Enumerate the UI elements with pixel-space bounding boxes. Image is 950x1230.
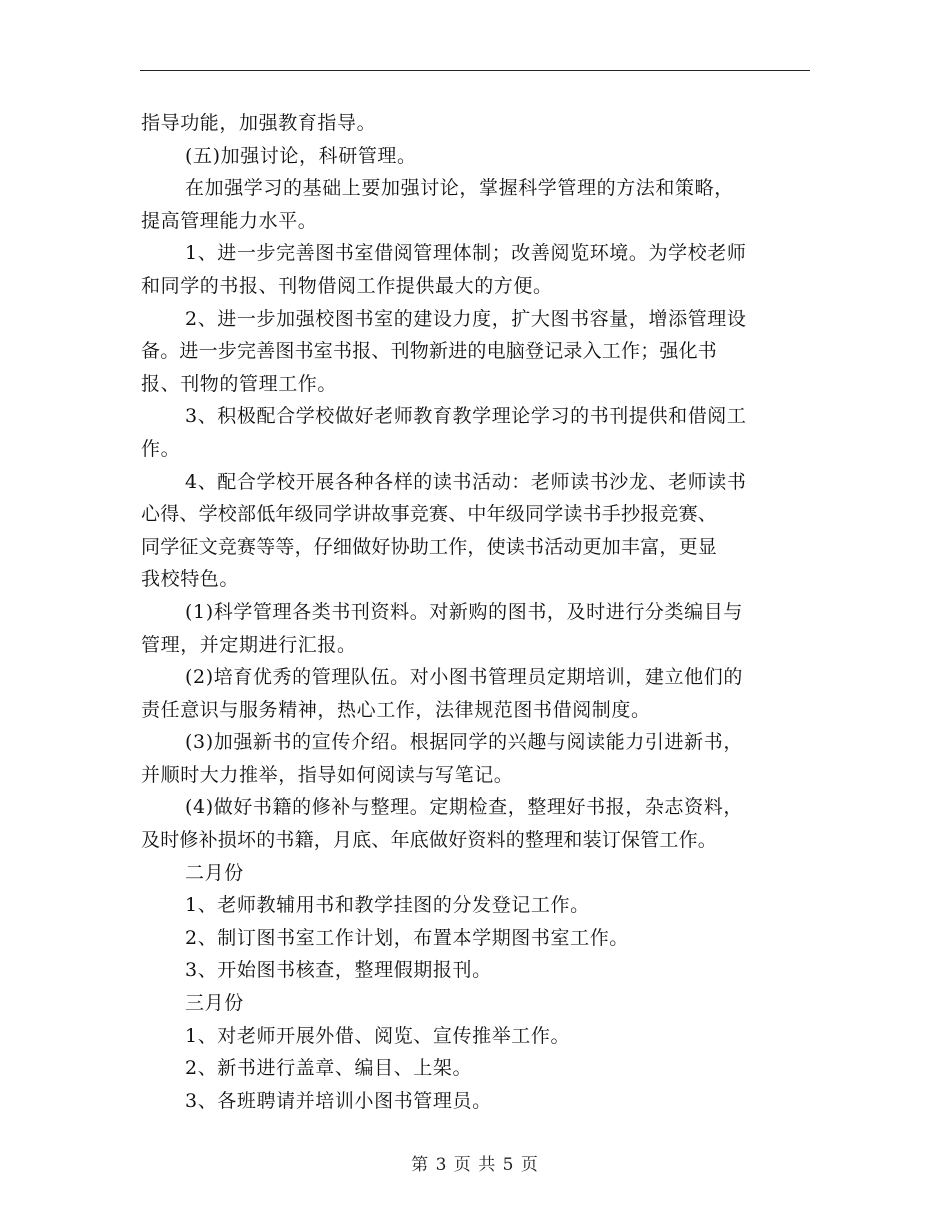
list-item: 3、各班聘请并培训小图书管理员。 <box>185 1089 492 1112</box>
paragraph-line: 备。进一步完善图书室书报、刊物新进的电脑登记录入工作；强化书 <box>141 340 718 363</box>
list-item: (3)加强新书的宣传介绍。根据同学的兴趣与阅读能力引进新书， <box>185 731 743 754</box>
document-body <box>141 107 813 1117</box>
paragraph-line: 及时修补损坏的书籍，月底、年底做好资料的整理和装订保管工作。 <box>141 829 718 852</box>
section-heading: (五)加强讨论，科研管理。 <box>185 144 417 167</box>
list-item: 3、开始图书核查，整理假期报刊。 <box>185 959 492 982</box>
header-rule <box>140 70 810 71</box>
list-item: 2、制订图书室工作计划，布置本学期图书室工作。 <box>185 926 629 949</box>
paragraph-line: 心得、学校部低年级同学讲故事竞赛、中年级同学读书手抄报竞赛、 <box>141 503 718 526</box>
paragraph-line: 作。 <box>141 437 181 460</box>
paragraph-line: 和同学的书报、刊物借阅工作提供最大的方便。 <box>141 274 553 297</box>
month-heading: 二月份 <box>185 861 244 884</box>
paragraph-line: 在加强学习的基础上要加强讨论，掌握科学管理的方法和策略， <box>185 177 734 200</box>
paragraph-line: 报、刊物的管理工作。 <box>141 372 338 395</box>
list-item: (2)培育优秀的管理队伍。对小图书管理员定期培训，建立他们的 <box>185 666 743 689</box>
paragraph-line: 2、进一步加强校图书室的建设力度，扩大图书容量，增添管理设 <box>185 307 747 330</box>
paragraph-line: 1、进一步完善图书室借阅管理体制；改善阅览环境。为学校老师 <box>185 242 747 265</box>
paragraph-line: 管理，并定期进行汇报。 <box>141 633 357 656</box>
paragraph-line: 并顺时大力推举，指导如何阅读与写笔记。 <box>141 763 514 786</box>
list-item: 1、老师教辅用书和教学挂图的分发登记工作。 <box>185 894 590 917</box>
paragraph-line: 同学征文竞赛等等，仔细做好协助工作，使读书活动更加丰富，更显 <box>141 535 718 558</box>
page-number: 第 3 页 共 5 页 <box>411 1155 539 1175</box>
paragraph-line: 3、积极配合学校做好老师教育教学理论学习的书刊提供和借阅工 <box>185 405 747 428</box>
paragraph-line: 提高管理能力水平。 <box>141 209 318 232</box>
paragraph-line: 责任意识与服务精神，热心工作，法律规范图书借阅制度。 <box>141 698 651 721</box>
paragraph-line: 指导功能，加强教育指导。 <box>141 112 377 134</box>
list-item: 2、新书进行盖章、编目、上架。 <box>185 1057 473 1080</box>
list-item: (4)做好书籍的修补与整理。定期检查，整理好书报，杂志资料， <box>185 796 743 819</box>
month-heading: 三月份 <box>185 992 244 1015</box>
list-item: 1、对老师开展外借、阅览、宣传推举工作。 <box>185 1024 571 1047</box>
paragraph-line: 我校特色。 <box>141 568 240 591</box>
list-item: (1)科学管理各类书刊资料。对新购的图书，及时进行分类编目与 <box>185 600 743 623</box>
paragraph-line: 4、配合学校开展各种各样的读书活动：老师读书沙龙、老师读书 <box>185 470 747 493</box>
